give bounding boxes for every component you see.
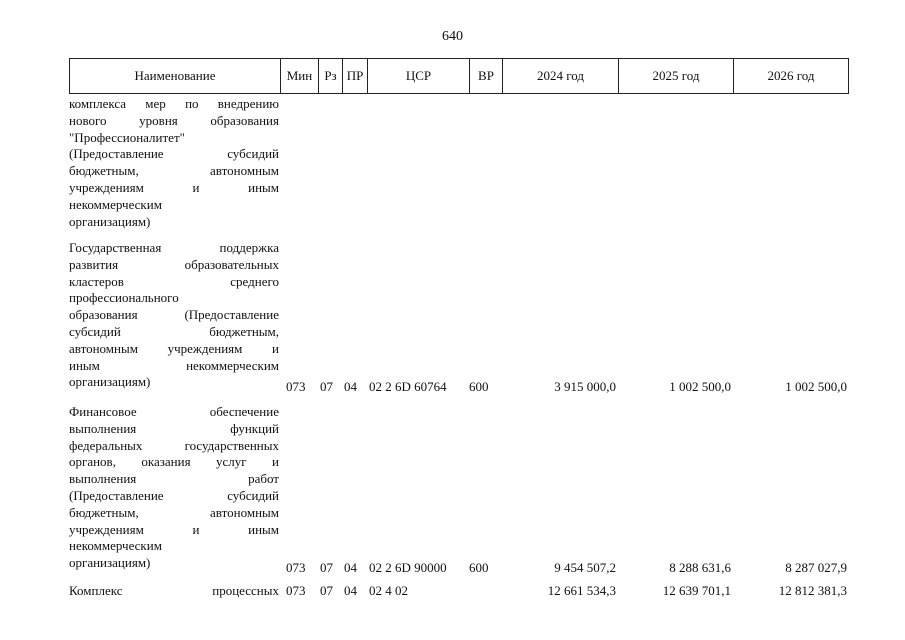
name-line: развития образовательных (69, 256, 279, 272)
cell-2024: 12 661 534,3 (547, 583, 616, 598)
header-name: Наименование (70, 59, 281, 93)
name-line: бюджетным, автономным (69, 504, 279, 520)
table-row-name (69, 240, 279, 391)
cell-csr: 02 2 6D 60764 (369, 379, 447, 394)
name-line: некоммерческим (69, 538, 162, 554)
name-line: Финансовое обеспечение (69, 404, 279, 419)
name-line: учреждениям и иным (69, 179, 279, 195)
cell-vr: 600 (469, 560, 489, 575)
header-2025: 2025 год (619, 59, 734, 93)
name-line: иным некоммерческим (69, 357, 279, 373)
name-line: образования (Предоставление (69, 307, 279, 323)
cell-2025: 8 288 631,6 (669, 560, 731, 575)
cell-2025: 1 002 500,0 (669, 379, 731, 394)
name-line: профессионального (69, 290, 179, 306)
name-line: Комплекс процессных (69, 583, 279, 598)
name-line: организациям) (69, 374, 151, 390)
name-line: кластеров среднего (69, 273, 279, 289)
header-vr: ВР (470, 59, 503, 93)
name-line: автономным учреждениям и (69, 340, 279, 356)
header-rz: Рз (319, 59, 343, 93)
cell-min: 073 (286, 560, 306, 575)
name-line: нового уровня образования (69, 112, 279, 128)
name-line: учреждениям и иным (69, 521, 279, 537)
name-line: выполнения функций (69, 420, 279, 436)
page-number: 640 (442, 29, 463, 44)
header-csr: ЦСР (368, 59, 470, 93)
cell-2026: 8 287 027,9 (785, 560, 847, 575)
name-line: Государственная поддержка (69, 240, 279, 255)
name-line: организациям) (69, 213, 151, 229)
header-min: Мин (281, 59, 319, 93)
cell-min: 073 (286, 583, 306, 598)
name-line: организациям) (69, 555, 151, 571)
cell-2026: 1 002 500,0 (785, 379, 847, 394)
cell-pr: 04 (344, 560, 357, 575)
name-line: комплекса мер по внедрению (69, 96, 279, 111)
name-line: выполнения работ (69, 471, 279, 487)
header-2024: 2024 год (503, 59, 619, 93)
cell-csr: 02 4 02 (369, 583, 408, 598)
cell-csr: 02 2 6D 90000 (369, 560, 447, 575)
table-row-name (69, 404, 279, 572)
cell-2024: 3 915 000,0 (554, 379, 616, 394)
name-line: органов, оказания услуг и (69, 454, 279, 470)
cell-2025: 12 639 701,1 (662, 583, 731, 598)
cell-2024: 9 454 507,2 (554, 560, 616, 575)
name-line: субсидий бюджетным, (69, 323, 279, 339)
name-line: федеральных государственных (69, 437, 279, 453)
cell-vr: 600 (469, 379, 489, 394)
cell-rz: 07 (320, 583, 333, 598)
cell-pr: 04 (344, 583, 357, 598)
header-2026: 2026 год (767, 68, 815, 83)
name-line: некоммерческим (69, 196, 162, 212)
cell-min: 073 (286, 379, 306, 394)
name-line: (Предоставление субсидий (69, 146, 279, 162)
name-line: "Профессионалитет" (69, 129, 185, 145)
cell-2026: 12 812 381,3 (778, 583, 847, 598)
cell-rz: 07 (320, 379, 333, 394)
name-line: бюджетным, автономным (69, 163, 279, 179)
table-row-name (69, 583, 279, 600)
cell-rz: 07 (320, 560, 333, 575)
table-row-name (69, 96, 279, 230)
header-pr: ПР (343, 59, 368, 93)
name-line: (Предоставление субсидий (69, 487, 279, 503)
table-header (69, 58, 849, 94)
cell-pr: 04 (344, 379, 357, 394)
